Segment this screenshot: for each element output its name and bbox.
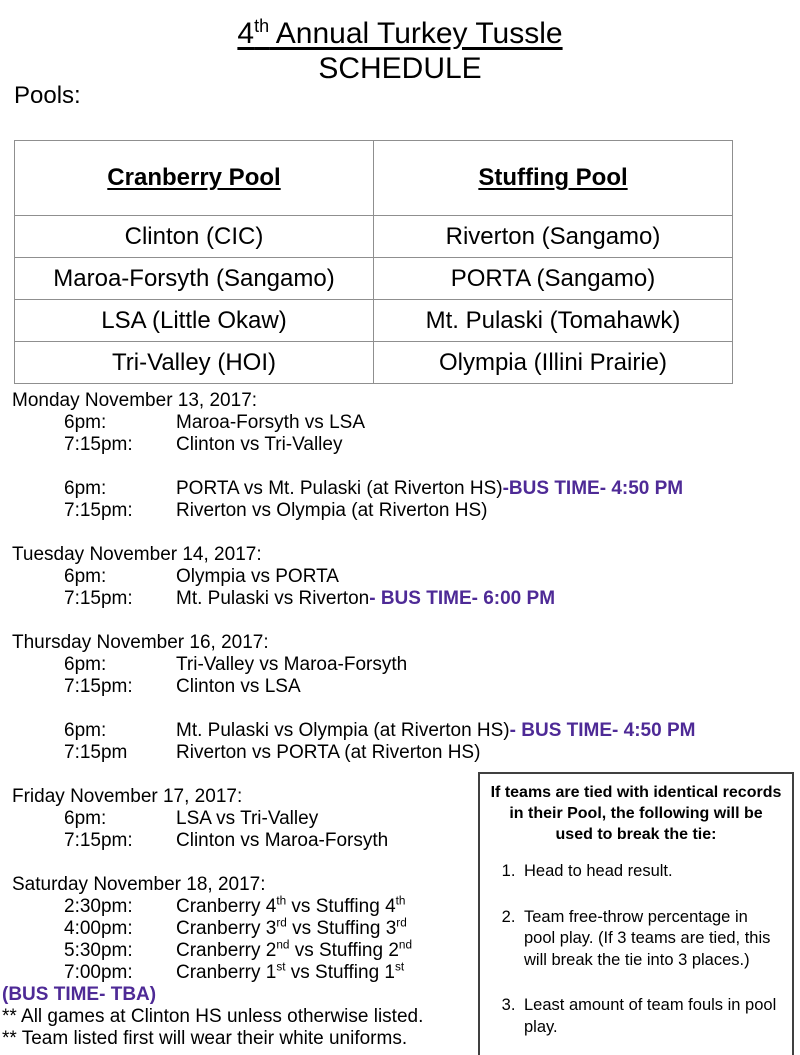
game-time: 6pm: (64, 654, 107, 675)
table-row (15, 216, 733, 258)
tiebreaker-item: 2. Team free-throw percentage in pool play. (If 3 teams are tied, this will break the tie into 3 places.) (520, 907, 782, 972)
game-time: 7:15pm: (64, 588, 133, 609)
game-row (2, 742, 481, 764)
game-matchup: PORTA vs Mt. Pulaski (at Riverton HS) (176, 478, 503, 499)
game-matchup: Tri-Valley vs Maroa-Forsyth (176, 654, 408, 675)
game-matchup: Riverton vs Olympia (at Riverton HS) (176, 500, 488, 521)
pools-label: Pools: (14, 82, 81, 109)
ordinal-suffix: rd (396, 916, 407, 930)
game-matchup: Clinton vs Tri-Valley (176, 434, 343, 455)
ordinal-suffix: rd (276, 916, 287, 930)
game-time: 7:15pm (64, 742, 128, 763)
game-row (2, 500, 488, 522)
game-time: 5:30pm: (64, 940, 133, 961)
schedule-section-monday (2, 390, 684, 522)
game-row (2, 654, 472, 676)
game-time: 6pm: (64, 478, 107, 499)
game-matchup: Cranberry 4th vs Stuffing 4th (176, 894, 406, 917)
game-matchup: Mt. Pulaski vs Olympia (at Riverton HS) (176, 720, 510, 741)
team-cell: Riverton (Sangamo) (374, 216, 733, 258)
bus-time-label: - BUS TIME- 6:00 PM (369, 588, 556, 609)
table-row (15, 258, 733, 300)
game-time: 7:15pm: (64, 434, 133, 455)
footnote-location: ** All games at Clinton HS unless otherwise listed. (2, 1006, 424, 1027)
schedule-section-saturday (2, 874, 472, 984)
game-time: 7:15pm: (64, 500, 133, 521)
schedule-section-thursday (2, 632, 696, 764)
page-title (0, 8, 800, 52)
title-text-rest: Annual Turkey Tussle (269, 17, 563, 50)
game-matchup: Clinton vs Maroa-Forsyth (176, 830, 389, 851)
ordinal-suffix: st (276, 960, 286, 974)
title-block (0, 8, 800, 86)
bus-time-label: - BUS TIME- 4:50 PM (509, 720, 696, 741)
tiebreaker-box (478, 772, 794, 1055)
game-matchup: Maroa-Forsyth vs LSA (176, 412, 365, 433)
tiebreaker-item: 1. Head to head result. (520, 861, 782, 883)
game-row (2, 478, 684, 500)
game-row (2, 434, 472, 456)
tiebreaker-item: 3. Least amount of team fouls in pool play. (520, 995, 782, 1038)
date-heading: Monday November 13, 2017: (12, 390, 258, 411)
game-matchup: Cranberry 1st vs Stuffing 1st (176, 960, 405, 983)
pool-header-stuffing: Stuffing Pool (374, 141, 733, 216)
team-cell: Clinton (CIC) (15, 216, 374, 258)
game-time: 4:00pm: (64, 918, 133, 939)
game-row (2, 896, 472, 918)
game-time: 6pm: (64, 566, 107, 587)
game-matchup: Cranberry 2nd vs Stuffing 2nd (176, 938, 413, 961)
ordinal-suffix: th (276, 894, 287, 908)
game-time: 2:30pm: (64, 896, 133, 917)
game-time: 6pm: (64, 720, 107, 741)
pool-table (14, 140, 733, 384)
game-time: 7:00pm: (64, 962, 133, 983)
pool-header-cranberry: Cranberry Pool (15, 141, 374, 216)
game-time: 7:15pm: (64, 676, 133, 697)
date-heading: Tuesday November 14, 2017: (12, 544, 262, 565)
footnote-uniforms: ** Team listed first will wear their white uniforms. (2, 1028, 408, 1049)
date-heading: Saturday November 18, 2017: (12, 874, 266, 895)
page-subtitle: SCHEDULE (318, 52, 482, 85)
pool-table-header-row (15, 141, 733, 216)
game-matchup: Cranberry 3rd vs Stuffing 3rd (176, 916, 407, 939)
team-cell: Olympia (Illini Prairie) (374, 342, 733, 384)
game-matchup: Mt. Pulaski vs Riverton (176, 588, 370, 609)
game-row (2, 588, 556, 610)
table-row (15, 300, 733, 342)
team-cell: PORTA (Sangamo) (374, 258, 733, 300)
game-time: 6pm: (64, 412, 107, 433)
game-time: 6pm: (64, 808, 107, 829)
team-cell: Maroa-Forsyth (Sangamo) (15, 258, 374, 300)
game-row (2, 962, 472, 984)
game-row (2, 918, 472, 940)
schedule-section-tuesday (2, 544, 556, 610)
team-cell: LSA (Little Okaw) (15, 300, 374, 342)
game-row (2, 830, 472, 852)
ordinal-suffix: nd (398, 938, 413, 952)
bus-time-label: -BUS TIME- 4:50 PM (502, 478, 684, 499)
game-row (2, 676, 472, 698)
ordinal-suffix: st (394, 960, 405, 974)
team-cell: Mt. Pulaski (Tomahawk) (374, 300, 733, 342)
blank-line (2, 698, 472, 720)
game-row (2, 808, 472, 830)
title-text: 4 (237, 17, 255, 50)
game-row (2, 566, 472, 588)
blank-line (2, 456, 472, 478)
game-matchup: LSA vs Tri-Valley (176, 808, 319, 829)
schedule-section-friday (2, 786, 472, 852)
ordinal-suffix: nd (276, 938, 290, 952)
team-cell: Tri-Valley (HOI) (15, 342, 374, 384)
bus-tba-note: (BUS TIME- TBA) (2, 984, 157, 1005)
game-row (2, 940, 472, 962)
title-ordinal-suffix: th (254, 16, 270, 36)
game-row (2, 412, 472, 434)
game-time: 7:15pm: (64, 830, 133, 851)
date-heading: Friday November 17, 2017: (12, 786, 243, 807)
table-row (15, 342, 733, 384)
tiebreaker-list (490, 861, 782, 1038)
game-matchup: Olympia vs PORTA (176, 566, 339, 587)
date-heading: Thursday November 16, 2017: (12, 632, 269, 653)
game-row (2, 720, 696, 742)
ordinal-suffix: th (395, 894, 406, 908)
tiebreaker-heading: If teams are tied with identical records in their Pool, the following will be used to break the tie: (490, 784, 782, 843)
game-matchup: Clinton vs LSA (176, 676, 301, 697)
game-matchup: Riverton vs PORTA (at Riverton HS) (176, 742, 481, 763)
